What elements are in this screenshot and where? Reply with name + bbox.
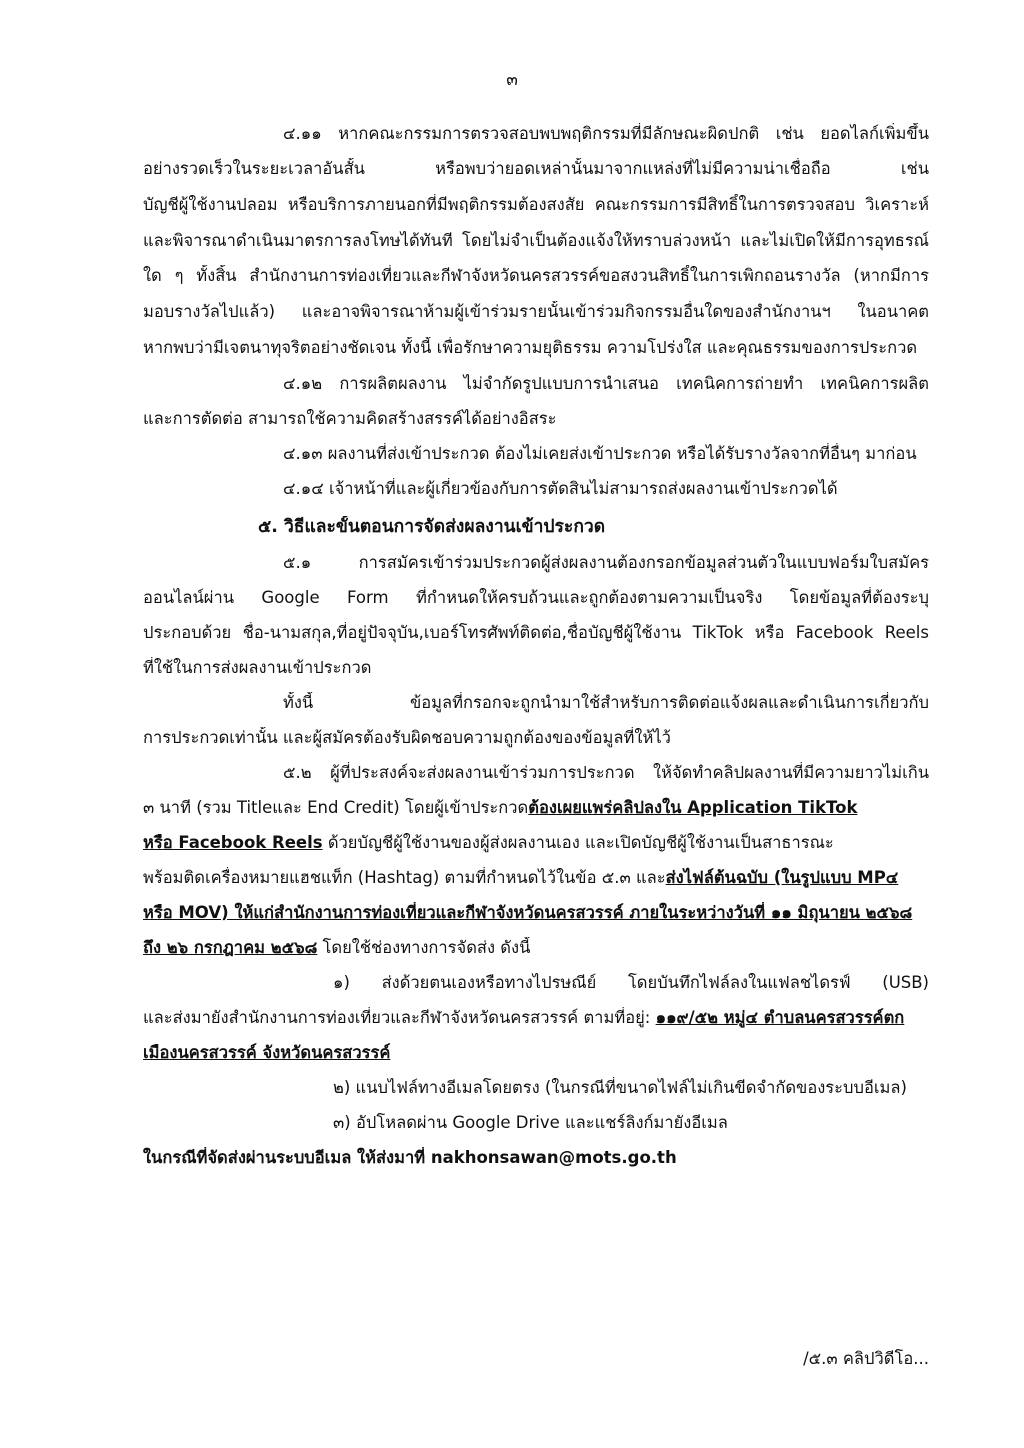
para-5-2-line-4-text: พร้อมติดเครื่องหมายแฮชแท็ก (Hashtag) ตามที่กำหนดไว้ในข้อ ๕.๓ และ (143, 868, 666, 887)
para-4-14: ๔.๑๔ เจ้าหน้าที่และผู้เกี่ยวข้องกับการตัดสินไม่สามารถส่งผลงานเข้าประกวดได้ (283, 479, 838, 498)
method-1-address: ๑๑๙/๕๒ หมู่๔ ตำบลนครสวรรค์ตก (655, 1008, 905, 1027)
para-5-1-line-3: ประกอบด้วย ชื่อ-นามสกุล,ที่อยู่ปัจจุบัน,เบอร์โทรศัพท์ติดต่อ,ชื่อบัญชีผู้ใช้งาน TikTok หรือ Facebook Reels (143, 623, 929, 642)
para-5-2-line-6-text: โดยใช้ช่องทางการจัดส่ง ดังนี้ (317, 938, 531, 957)
para-4-11-line-2: อย่างรวดเร็วในระยะเวลาอันสั้น หรือพบว่ายอดเหล่านั้นมาจากแหล่งที่ไม่มีความน่าเชื่อถือ เช่น (143, 159, 929, 178)
para-5-2-line-3-text: ด้วยบัญชีผู้ใช้งานของผู้ส่งผลงานเอง และเปิดบัญชีผู้ใช้งานเป็นสาธารณะ (322, 833, 834, 852)
para-4-11-line-7: หากพบว่ามีเจตนาทุจริตอย่างชัดเจน ทั้งนี้ เพื่อรักษาความยุติธรรม ความโปร่งใส และคุณธรรมของการประกวด (143, 338, 918, 357)
para-5-2-line-6-emphasis: ถึง ๒๖ กรกฎาคม ๒๕๖๘ (143, 938, 318, 957)
section-5-heading: ๕. วิธีและขั้นตอนการจัดส่งผลงานเข้าประกวด (258, 517, 606, 537)
para-4-11-line-5: ใด ๆ ทั้งสิ้น สำนักงานการท่องเที่ยวและกีฬาจังหวัดนครสวรรค์ขอสงวนสิทธิ์ในการเพิกถอนรางวัล (หากมีการ (143, 266, 929, 285)
para-4-13: ๔.๑๓ ผลงานที่ส่งเข้าประกวด ต้องไม่เคยส่งเข้าประกวด หรือได้รับรางวัลจากที่อื่นๆ มาก่อน (283, 444, 917, 463)
para-4-11-line-3: บัญชีผู้ใช้งานปลอม หรือบริการภายนอกที่มีพฤติกรรมต้องสงสัย คณะกรรมการมีสิทธิ์ในการตรวจสอบ วิเคราะห์ (143, 195, 929, 214)
para-5-2-line-2 (143, 797, 929, 819)
para-5-2-line-6 (143, 937, 929, 959)
method-2: ๒) แนบไฟล์ทางอีเมลโดยตรง (ในกรณีที่ขนาดไฟล์ไม่เกินขีดจำกัดของระบบอีเมล) (333, 1078, 907, 1097)
para-5-2-line-3 (143, 832, 929, 854)
email-instruction: ในกรณีที่จัดส่งผ่านระบบอีเมล ให้ส่งมาที่ nakhonsawan@mots.go.th (143, 1148, 677, 1167)
para-5-2-line-1: ๕.๒ ผู้ที่ประสงค์จะส่งผลงานเข้าร่วมการประกวด ให้จัดทำคลิปผลงานที่มีความยาวไม่เกิน (283, 763, 929, 782)
method-1-line-2-text: และส่งมายังสำนักงานการท่องเที่ยวและกีฬาจังหวัดนครสวรรค์ ตามที่อยู่: (143, 1008, 656, 1027)
para-4-12-line-2: และการตัดต่อ สามารถใช้ความคิดสร้างสรรค์ได้อย่างอิสระ (143, 409, 557, 428)
para-4-11-line-6: มอบรางวัลไปแล้ว) และอาจพิจารณาห้ามผู้เข้าร่วมรายนั้นเข้าร่วมกิจกรรมอื่นใดของสำนักงานฯ ในอนาคต (143, 302, 929, 321)
para-4-11-line-4: และพิจารณาดำเนินมาตรการลงโทษได้ทันที โดยไม่จำเป็นต้องแจ้งให้ทราบล่วงหน้า และไม่เปิดให้มีการอุทธรณ์ (143, 231, 929, 250)
para-5-1-line-1: ๕.๑ การสมัครเข้าร่วมประกวดผู้ส่งผลงานต้องกรอกข้อมูลส่วนตัวในแบบฟอร์มใบสมัคร (283, 553, 929, 572)
continuation-marker: /๕.๓ คลิปวิดีโอ... (803, 1349, 929, 1368)
method-3: ๓) อัปโหลดผ่าน Google Drive และแชร์ลิงก์มายังอีเมล (333, 1113, 728, 1132)
para-5-2-line-5: หรือ MOV) ให้แก่สำนักงานการท่องเที่ยวและกีฬาจังหวัดนครสวรรค์ ภายในระหว่างวันที่ ๑๑ มิถุนายน ๒๕๖๘ (143, 903, 913, 922)
para-5-2-line-2-emphasis: ต้องเผยแพร่คลิปลงใน Application TikTok (528, 798, 858, 817)
para-5-1b-line-2: การประกวดเท่านั้น และผู้สมัครต้องรับผิดชอบความถูกต้องของข้อมูลที่ให้ไว้ (143, 728, 671, 747)
para-5-2-line-3-emphasis: หรือ Facebook Reels (143, 833, 323, 852)
para-5-2-line-2-text: ๓ นาที (รวม Titleและ End Credit) โดยผู้เข้าประกวด (143, 798, 529, 817)
para-5-2-line-4 (143, 867, 929, 889)
method-1-line-1: ๑) ส่งด้วยตนเองหรือทางไปรษณีย์ โดยบันทึกไฟล์ลงในแฟลชไดรฟ์ (USB) (333, 973, 929, 992)
para-4-12-line-1: ๔.๑๒ การผลิตผลงาน ไม่จำกัดรูปแบบการนำเสนอ เทคนิคการถ่ายทำ เทคนิคการผลิต (283, 374, 929, 393)
para-5-2-line-4-emphasis: ส่งไฟล์ต้นฉบับ (ในรูปแบบ MP๔ (665, 868, 899, 887)
para-5-1-line-4: ที่ใช้ในการส่งผลงานเข้าประกวด (143, 658, 372, 677)
para-5-1-line-2: ออนไลน์ผ่าน Google Form ที่กำหนดให้ครบถ้วนและถูกต้องตามความเป็นจริง โดยข้อมูลที่ต้องระบุ (143, 588, 929, 607)
method-1-line-2 (143, 1007, 929, 1029)
page-number: ๓ (506, 70, 518, 90)
para-5-1b-line-1: ทั้งนี้ ข้อมูลที่กรอกจะถูกนำมาใช้สำหรับการติดต่อแจ้งผลและดำเนินการเกี่ยวกับ (283, 693, 929, 712)
method-1-line-3: เมืองนครสวรรค์ จังหวัดนครสวรรค์ (143, 1043, 391, 1062)
para-4-11-line-1: ๔.๑๑ หากคณะกรรมการตรวจสอบพบพฤติกรรมที่มีลักษณะผิดปกติ เช่น ยอดไลก์เพิ่มขึ้น (283, 124, 929, 143)
